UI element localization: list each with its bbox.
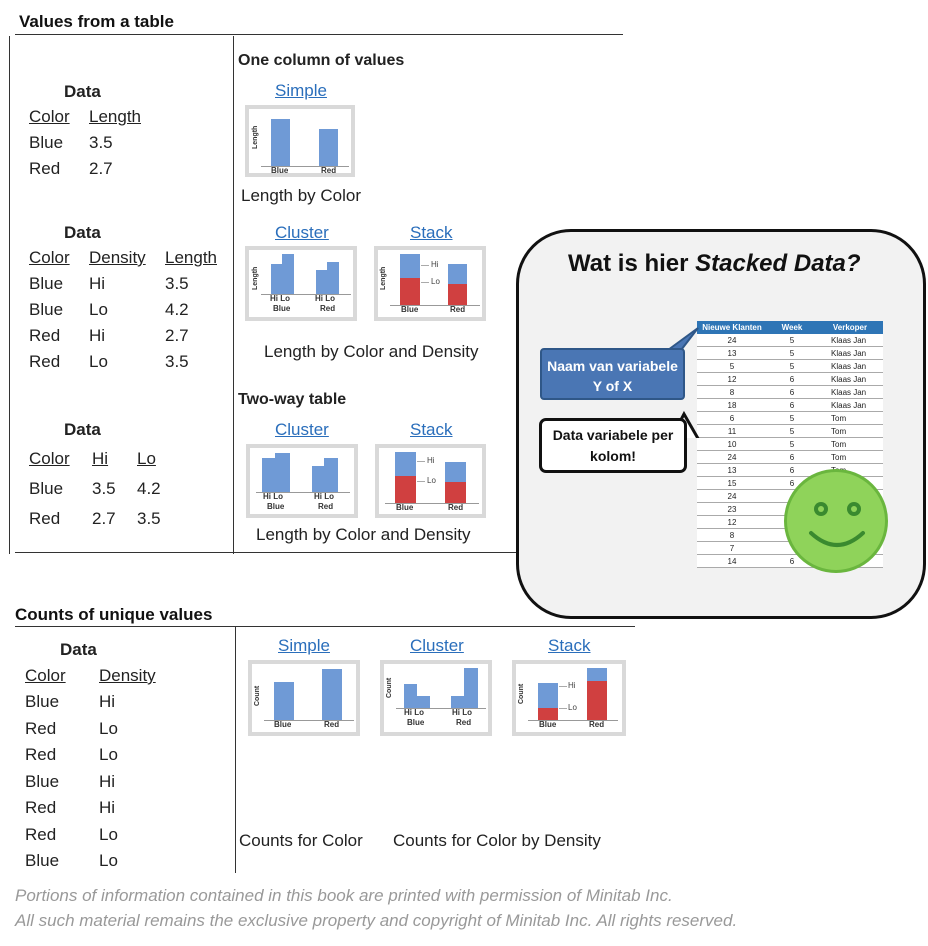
data2-cell: Lo (89, 352, 108, 371)
legend-hi: Hi (427, 456, 435, 465)
white-callout: Data variabele per kolom! (539, 418, 687, 473)
stacked-table-row (697, 399, 883, 412)
data4-cell: Red (25, 719, 57, 738)
thumb-bar (448, 264, 467, 284)
data3-col-hi: Hi (92, 449, 109, 468)
data3-cell: Red (29, 509, 61, 528)
thumb-xlabel: Hi Lo (315, 294, 335, 303)
stacked-table-cell: Klaas Jan (817, 399, 883, 412)
stacked-table-cell: Tom (817, 425, 883, 438)
thumb-stack-count (512, 660, 626, 736)
thumb-bar (327, 262, 339, 294)
legend-line (421, 282, 429, 283)
legend-hi: Hi (568, 681, 576, 690)
smiley-icon (784, 469, 888, 573)
two-way-heading: Two-way table (238, 391, 347, 408)
section1-left-rule (9, 36, 10, 554)
thumb-xlabel: Blue (539, 720, 557, 729)
stacked-table-cell: 6 (767, 386, 817, 399)
legend-line (559, 686, 567, 687)
thumb-bar (395, 476, 416, 503)
stacked-table-row (697, 412, 883, 425)
legend-lo: Lo (431, 277, 440, 286)
stacked-table-cell: 6 (767, 451, 817, 464)
stacked-table-row (697, 360, 883, 373)
data3-col-color: Color (29, 449, 70, 468)
stacked-table-cell: 14 (697, 555, 767, 568)
thumb-xlabel: Red (456, 718, 472, 727)
thumb-xlabel: Red (589, 720, 605, 729)
data2-cell: 3.5 (165, 274, 189, 293)
stacked-table-cell: Tom (817, 451, 883, 464)
thumb-bar (448, 284, 467, 305)
data2-cell: Hi (89, 274, 106, 293)
thumb-simple-length (245, 105, 355, 177)
thumb-xlabel: Red (320, 304, 336, 313)
thumb-ylabel: Length (252, 266, 259, 290)
stack-link[interactable]: Stack (410, 223, 453, 242)
thumb-xlabel: Blue (407, 718, 425, 727)
thumb-simple-count (248, 660, 360, 736)
data2-cell: Red (29, 352, 61, 371)
data4-cell: Red (25, 825, 57, 844)
stacked-table-cell: Klaas Jan (817, 360, 883, 373)
stacked-table-cell: 5 (767, 334, 817, 347)
thumb-bar (319, 129, 338, 166)
thumb-cluster-twoway (246, 444, 358, 518)
stacked-table-cell: 24 (697, 490, 767, 503)
stacked-table-cell: 8 (697, 529, 767, 542)
stacked-table-cell: 6 (767, 464, 817, 477)
data2-cell: Lo (89, 300, 108, 319)
data2-col-color: Color (29, 248, 70, 267)
thumb-bar (324, 458, 338, 492)
thumb-xlabel: Blue (401, 305, 419, 314)
data2-cell: Blue (29, 274, 64, 293)
stacked-table-cell: 6 (767, 373, 817, 386)
stacked-table-cell: 6 (767, 399, 817, 412)
thumb-bar (538, 708, 558, 720)
thumb-stack-twoway (375, 444, 486, 518)
data4-cell: Lo (99, 745, 118, 764)
stacked-table-row (697, 347, 883, 360)
thumb-xlabel: Red (324, 720, 340, 729)
stacked-table-cell: Klaas Jan (817, 347, 883, 360)
header-cell: Week (767, 321, 817, 334)
thumb-bar (587, 681, 607, 720)
data2-cell: Blue (29, 300, 64, 319)
one-column-heading: One column of values (238, 52, 405, 69)
stacked-table-row (697, 386, 883, 399)
smiley-eye (847, 502, 861, 516)
stacked-table-cell: 24 (697, 451, 767, 464)
thumb-bar (274, 682, 294, 720)
stacked-table-cell: 13 (697, 464, 767, 477)
section1-divider (233, 36, 234, 554)
stacked-table-cell: 12 (697, 373, 767, 386)
legend-hi: Hi (431, 260, 439, 269)
callout-title: Wat is hier Stacked Data? (568, 250, 861, 277)
thumb-bar (400, 278, 420, 305)
thumb-ylabel: Count (518, 683, 525, 704)
thumb-ylabel: Count (386, 677, 393, 698)
footer-line-1: Portions of information contained in this book are printed with permission of Minitab Inc. (15, 886, 673, 905)
smiley-mouth (807, 527, 867, 557)
stacked-table-cell: Klaas Jan (817, 334, 883, 347)
section1-top-rule (15, 34, 623, 35)
thumb-bar (262, 458, 275, 492)
stack-link-2[interactable]: Stack (410, 420, 453, 439)
data4-cell: Blue (25, 772, 60, 791)
data4-cell: Blue (25, 851, 60, 870)
header-cell: Nieuwe Klanten (697, 321, 767, 334)
thumb-xlabel: Blue (267, 502, 285, 511)
caption-length-by-color-density: Length by Color and Density (264, 342, 479, 361)
thumb-bar (316, 270, 327, 294)
stacked-table-cell: 5 (767, 425, 817, 438)
data4-cell: Lo (99, 719, 118, 738)
data2-col-length: Length (165, 248, 217, 267)
stacked-table-cell: 6 (767, 477, 817, 490)
data4-cell: Hi (99, 772, 116, 791)
thumb-bar (417, 696, 430, 708)
data1-cell: 2.7 (89, 159, 113, 178)
stacked-table-row (697, 438, 883, 451)
thumb-xlabel: Hi Lo (263, 492, 283, 501)
stacked-table-cell: Tom (817, 438, 883, 451)
stacked-table-cell: Tom (817, 412, 883, 425)
stacked-table-cell: Klaas Jan (817, 386, 883, 399)
smiley-eye (814, 502, 828, 516)
thumb-xlabel: Red (450, 305, 466, 314)
thumb-xlabel: Hi Lo (452, 708, 472, 717)
legend-line (417, 481, 425, 482)
simple-link-counts[interactable]: Simple (278, 636, 330, 655)
stacked-table-cell: 24 (697, 334, 767, 347)
data2-cell: Hi (89, 326, 106, 345)
data2-cell: Red (29, 326, 61, 345)
thumb-xlabel: Hi Lo (314, 492, 334, 501)
thumb-stack-length (374, 246, 486, 321)
thumb-bar (445, 462, 466, 482)
section2-divider (235, 627, 236, 873)
thumb-xlabel: Red (321, 166, 337, 175)
data3-cell: 2.7 (92, 509, 116, 528)
thumb-ylabel: Count (254, 685, 261, 706)
cluster-link-counts[interactable]: Cluster (410, 636, 464, 655)
footer-line-2: All such material remains the exclusive property and copyright of Minitab Inc. All rights reserved. (15, 911, 738, 930)
thumb-bar (322, 669, 342, 720)
thumb-xlabel: Blue (271, 166, 289, 175)
data2-cell: 4.2 (165, 300, 189, 319)
stacked-table-row (697, 334, 883, 347)
thumb-bar (538, 683, 558, 708)
data2-cell: 3.5 (165, 352, 189, 371)
data1-col-length: Length (89, 107, 141, 126)
data1-col-color: Color (29, 107, 70, 126)
data4-cell: Lo (99, 851, 118, 870)
stack-link-counts[interactable]: Stack (548, 636, 591, 655)
stacked-table-cell: 13 (697, 347, 767, 360)
cluster-link-2[interactable]: Cluster (275, 420, 329, 439)
stacked-table-cell: 15 (697, 477, 767, 490)
caption-length-by-color: Length by Color (241, 186, 362, 205)
thumb-bar (271, 264, 282, 294)
stacked-table-cell: 12 (697, 516, 767, 529)
data4-cell: Lo (99, 825, 118, 844)
data1-heading: Data (64, 82, 101, 101)
data4-col-density: Density (99, 666, 156, 685)
section1-title: Values from a table (19, 12, 174, 31)
legend-line (559, 708, 567, 709)
data4-cell: Hi (99, 692, 116, 711)
stacked-table-cell: 5 (767, 347, 817, 360)
data4-cell: Blue (25, 692, 60, 711)
stacked-table-row (697, 451, 883, 464)
data4-cell: Hi (99, 798, 116, 817)
data1-cell: Blue (29, 133, 64, 152)
thumb-bar (451, 696, 464, 708)
legend-lo: Lo (568, 703, 577, 712)
data3-cell: 4.2 (137, 479, 161, 498)
stacked-table-cell: 5 (767, 412, 817, 425)
thumb-bar (587, 668, 607, 681)
thumb-xlabel: Blue (396, 503, 414, 512)
thumb-bar (400, 254, 420, 278)
data1-cell: 3.5 (89, 133, 113, 152)
thumb-bar (312, 466, 324, 492)
header-cell: Verkoper (817, 321, 883, 334)
simple-link[interactable]: Simple (275, 81, 327, 100)
stacked-table-cell: 6 (697, 412, 767, 425)
thumb-xlabel: Red (448, 503, 464, 512)
stacked-table-cell: 10 (697, 438, 767, 451)
thumb-cluster-count (380, 660, 492, 736)
stacked-table-cell: 5 (767, 438, 817, 451)
data1-cell: Red (29, 159, 61, 178)
stacked-table-cell: 23 (697, 503, 767, 516)
legend-lo: Lo (427, 476, 436, 485)
data2-cell: 2.7 (165, 326, 189, 345)
thumb-bar (282, 254, 294, 294)
data4-col-color: Color (25, 666, 66, 685)
data3-cell: Blue (29, 479, 64, 498)
thumb-xlabel: Blue (273, 304, 291, 313)
thumb-bar (275, 453, 290, 492)
blue-callout: Naam van variabele Y of X (540, 348, 685, 400)
stacked-table-cell: 5 (697, 360, 767, 373)
stacked-table-row (697, 373, 883, 386)
thumb-ylabel: Length (252, 125, 259, 149)
stacked-table-cell: 8 (697, 386, 767, 399)
thumb-bar (445, 482, 466, 503)
data3-cell: 3.5 (92, 479, 116, 498)
cluster-link[interactable]: Cluster (275, 223, 329, 242)
caption-counts-color: Counts for Color (239, 831, 363, 850)
thumb-xlabel: Blue (274, 720, 292, 729)
thumb-bar (404, 684, 417, 708)
data3-col-lo: Lo (137, 449, 156, 468)
legend-line (421, 265, 429, 266)
thumb-xlabel: Hi Lo (270, 294, 290, 303)
section2-top-rule (15, 626, 635, 627)
stacked-table-cell: 18 (697, 399, 767, 412)
thumb-xlabel: Red (318, 502, 334, 511)
data4-cell: Red (25, 798, 57, 817)
stacked-table-cell: Klaas Jan (817, 373, 883, 386)
legend-line (417, 461, 425, 462)
data2-heading: Data (64, 223, 101, 242)
stacked-table-row (697, 425, 883, 438)
thumb-ylabel: Length (380, 266, 387, 290)
thumb-bar (395, 452, 416, 476)
thumb-bar (464, 668, 478, 708)
caption-counts-color-density: Counts for Color by Density (393, 831, 601, 850)
stacked-table-cell: 11 (697, 425, 767, 438)
thumb-bar (271, 119, 290, 166)
stacked-table-cell: 6 (767, 555, 817, 568)
caption-twoway: Length by Color and Density (256, 525, 471, 544)
thumb-xlabel: Hi Lo (404, 708, 424, 717)
section2-title: Counts of unique values (15, 605, 213, 624)
data4-cell: Red (25, 745, 57, 764)
data3-heading: Data (64, 420, 101, 439)
stacked-table-cell: 5 (767, 360, 817, 373)
stacked-table-header (697, 321, 883, 334)
data4-heading: Data (60, 640, 97, 659)
thumb-cluster-length (245, 246, 357, 321)
stacked-table-cell: 7 (697, 542, 767, 555)
data2-col-density: Density (89, 248, 146, 267)
data3-cell: 3.5 (137, 509, 161, 528)
